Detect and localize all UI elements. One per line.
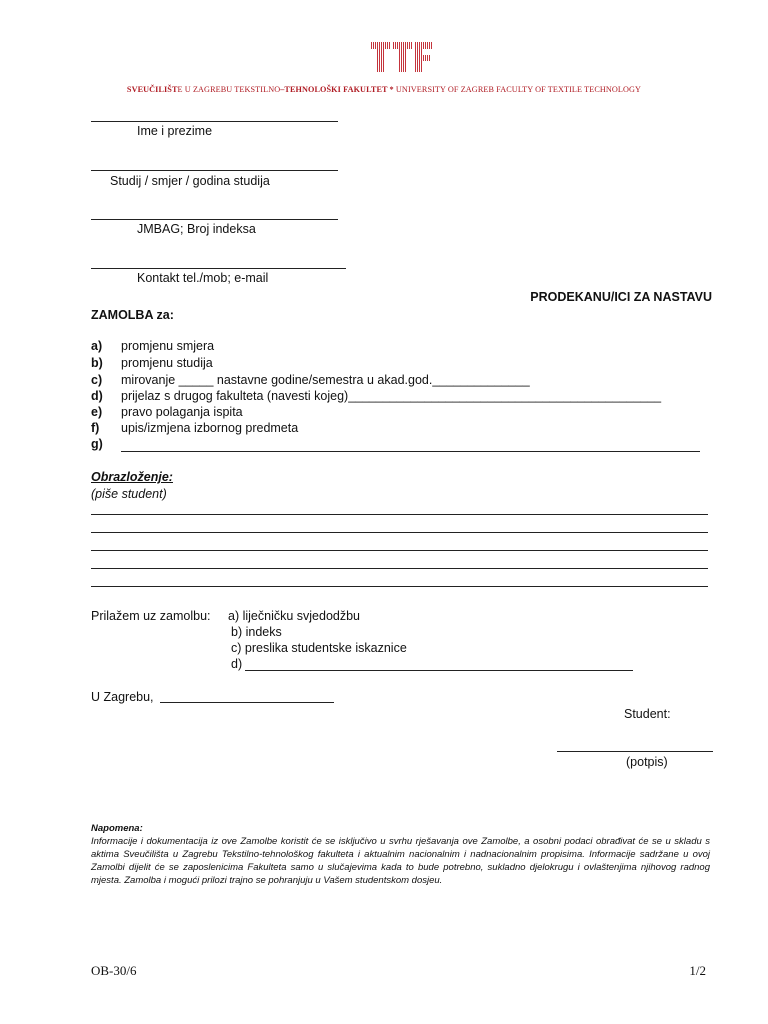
- option-text[interactable]: pravo polaganja ispita: [121, 405, 243, 419]
- note-title: Napomena:: [91, 823, 143, 834]
- place-label: U Zagrebu,: [91, 690, 154, 704]
- attachment-item: d): [231, 657, 243, 671]
- contact-field-line[interactable]: [91, 268, 346, 269]
- option-letter: g): [91, 437, 103, 451]
- option-text[interactable]: mirovanje _____ nastavne godine/semestra u akad.god.______________: [121, 373, 530, 387]
- name-field-line[interactable]: [91, 121, 338, 122]
- signature-line[interactable]: [557, 751, 713, 752]
- attachment-other-line[interactable]: [245, 670, 633, 671]
- student-label: Student:: [624, 707, 671, 721]
- explanation-line[interactable]: [91, 550, 708, 551]
- institution-header: [0, 85, 768, 94]
- study-label: Studij / smjer / godina studija: [110, 174, 270, 188]
- jmbag-label: JMBAG; Broj indeksa: [137, 222, 256, 236]
- note-text: Informacije i dokumentacija iz ove Zamolbe koristit će se isključivo u svrhu rješavanja ove Zamolbe, a osobni podaci obrađivat će se u skladu s aktima Sveučilišta u Zagrebu Tekstilno-tehnološkog fakulteta i aktualnim nacionalnim i nadnacionalnim propisima. Informacije sadržane u ovoj Zamolbi dijelit će se zaposlenicima Fakulteta samo u slučajevima kada to bude potrebno, sukladno djelokrugu i ovlaštenjima njihovog radnog mjesta. Zamolba i mogući prilozi trajno se pohranjuju u Vašem studentskom dosjeu.: [91, 836, 710, 886]
- attachment-item[interactable]: c) preslika studentske iskaznice: [231, 641, 407, 655]
- option-text[interactable]: prijelaz s drugog fakulteta (navesti kojeg)_____________________________________________: [121, 389, 662, 403]
- option-letter: d): [91, 389, 103, 403]
- header-part2: E U ZAGREBU TEKSTILNO: [177, 85, 281, 94]
- option-g-line[interactable]: [121, 451, 700, 452]
- header-part4: UNIVERSITY OF ZAGREB FACULTY OF TEXTILE TECHNOLOGY: [393, 85, 642, 94]
- attachments-label: Prilažem uz zamolbu:: [91, 609, 211, 623]
- option-letter: a): [91, 339, 103, 353]
- ttf-logo: [371, 42, 433, 72]
- date-line[interactable]: [160, 702, 334, 703]
- option-text[interactable]: promjenu smjera: [121, 339, 215, 353]
- attachment-item[interactable]: b) indeks: [231, 625, 282, 639]
- explanation-line[interactable]: [91, 514, 708, 515]
- option-letter: e): [91, 405, 103, 419]
- explanation-title: Obrazloženje:: [91, 470, 173, 484]
- request-title: ZAMOLBA za:: [91, 308, 174, 322]
- signature-caption: (potpis): [626, 755, 668, 769]
- recipient: PRODEKANU/ICI ZA NASTAVU: [530, 290, 712, 304]
- option-letter: b): [91, 356, 103, 370]
- contact-label: Kontakt tel./mob; e-mail: [137, 271, 269, 285]
- option-letter: f): [91, 421, 100, 435]
- option-text[interactable]: promjenu studija: [121, 356, 213, 370]
- name-label: Ime i prezime: [137, 124, 213, 138]
- explanation-line[interactable]: [91, 532, 708, 533]
- form-code: OB-30/6: [91, 963, 137, 978]
- header-part3: –TEHNOLOŠKI FAKULTET *: [280, 85, 394, 94]
- jmbag-field-line[interactable]: [91, 219, 338, 220]
- study-field-line[interactable]: [91, 170, 338, 171]
- option-letter: c): [91, 373, 103, 387]
- attachment-item[interactable]: a) liječničku svjedodžbu: [228, 609, 361, 623]
- explanation-subtitle: (piše student): [91, 487, 167, 501]
- page-number: 1/2: [689, 963, 706, 978]
- option-text[interactable]: upis/izmjena izbornog predmeta: [121, 421, 299, 435]
- privacy-note: [91, 822, 710, 887]
- explanation-line[interactable]: [91, 568, 708, 569]
- explanation-line[interactable]: [91, 586, 708, 587]
- header-part1: SVEUČILIŠT: [126, 85, 178, 94]
